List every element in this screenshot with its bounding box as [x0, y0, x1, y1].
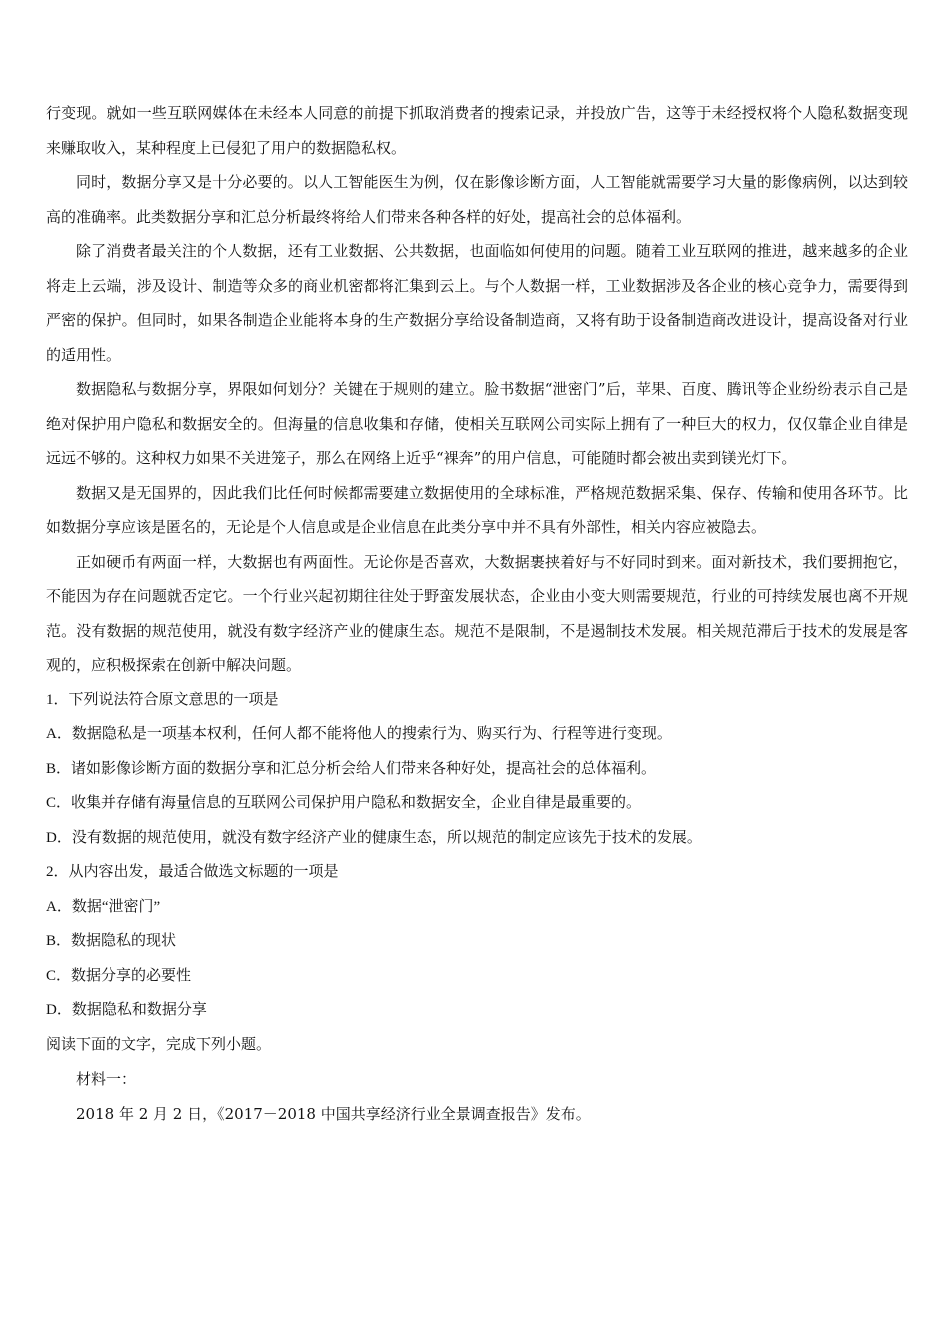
question-2-stem: 2．从内容出发，最适合做选文标题的一项是: [46, 864, 339, 880]
question-1-stem: 1．下列说法符合原文意思的一项是: [46, 691, 279, 708]
material-first-line: 2018 年 2 月 2 日，《2017－2018 中国共享经济行业全景调查报告》发布。: [76, 1104, 591, 1123]
document-body: [46, 96, 908, 1131]
passage-paragraph-1: 同时，数据分享又是十分必要的。以人工智能医生为例，仅在影像诊断方面，人工智能就需要学习大量的影像病例，以达到较高的准确率。此类数据分享和汇总分析最终将给人们带来各种各样的好处，提高社会的总体福利。: [46, 173, 908, 226]
question-1: [46, 683, 908, 856]
material-label: 材料一：: [76, 1070, 137, 1088]
question-2-option-a: A．数据“泄密门”: [46, 898, 161, 915]
passage-paragraph-0: 行变现。就如一些互联网媒体在未经本人同意的前提下抓取消费者的搜索记录，并投放广告，这等于未经授权将个人隐私数据变现来赚取收入，某种程度上已侵犯了用户的数据隐私权。: [46, 104, 908, 157]
question-1-option-c: C．收集并存储有海量信息的互联网公司保护用户隐私和数据安全，企业自律是最重要的。: [46, 795, 642, 811]
passage-paragraph-3: 数据隐私与数据分享，界限如何划分？关键在于规则的建立。脸书数据“泄密门”后，苹果、百度、腾讯等企业纷纷表示自己是绝对保护用户隐私和数据安全的。但海量的信息收集和存储，使相关互联网公司实际上拥有了一种巨大的权力，仅仅靠企业自律是远远不够的。这种权力如果不关进笼子，那么在网络上近乎“裸奔”的用户信息，可能随时都会被出卖到镁光灯下。: [46, 380, 908, 467]
question-1-option-b: B．诸如影像诊断方面的数据分享和汇总分析会给人们带来各种好处，提高社会的总体福利。: [46, 760, 657, 777]
question-1-option-a: A．数据隐私是一项基本权利，任何人都不能将他人的搜索行为、购买行为、行程等进行变现。: [46, 726, 672, 742]
question-1-option-d: D．没有数据的规范使用，就没有数字经济产业的健康生态，所以规范的制定应该先于技术的发展。: [46, 829, 702, 846]
question-2-option-d: D．数据隐私和数据分享: [46, 1002, 207, 1018]
question-2-option-c: C．数据分享的必要性: [46, 967, 192, 984]
passage-paragraph-4: 数据又是无国界的，因此我们比任何时候都需要建立数据使用的全球标准，严格规范数据采集、保存、传输和使用各环节。比如数据分享应该是匿名的，无论是个人信息或是企业信息在此类分享中并不具有外部性，相关内容应被隐去。: [46, 483, 908, 536]
question-2: [46, 855, 908, 1028]
question-2-option-b: B．数据隐私的现状: [46, 933, 177, 949]
reading-instruction: 阅读下面的文字，完成下列小题。: [46, 1036, 272, 1053]
passage-paragraph-2: 除了消费者最关注的个人数据，还有工业数据、公共数据，也面临如何使用的问题。随着工业互联网的推进，越来越多的企业将走上云端，涉及设计、制造等众多的商业机密都将汇集到云上。与个人数据一样，工业数据涉及各企业的核心竞争力，需要得到严密的保护。但同时，如果各制造企业能将本身的生产数据分享给设备制造商，又将有助于设备制造商改进设计，提高设备对行业的适用性。: [46, 242, 908, 364]
passage-paragraph-5: 正如硬币有两面一样，大数据也有两面性。无论你是否喜欢，大数据裹挟着好与不好同时到来。面对新技术，我们要拥抱它，不能因为存在问题就否定它。一个行业兴起初期往往处于野蛮发展状态，企业由小变大则需要规范，行业的可持续发展也离不开规范。没有数据的规范使用，就没有数字经济产业的健康生态。规范不是限制，不是遏制技术发展。相关规范滞后于技术的发展是客观的，应积极探索在创新中解决问题。: [46, 552, 908, 674]
